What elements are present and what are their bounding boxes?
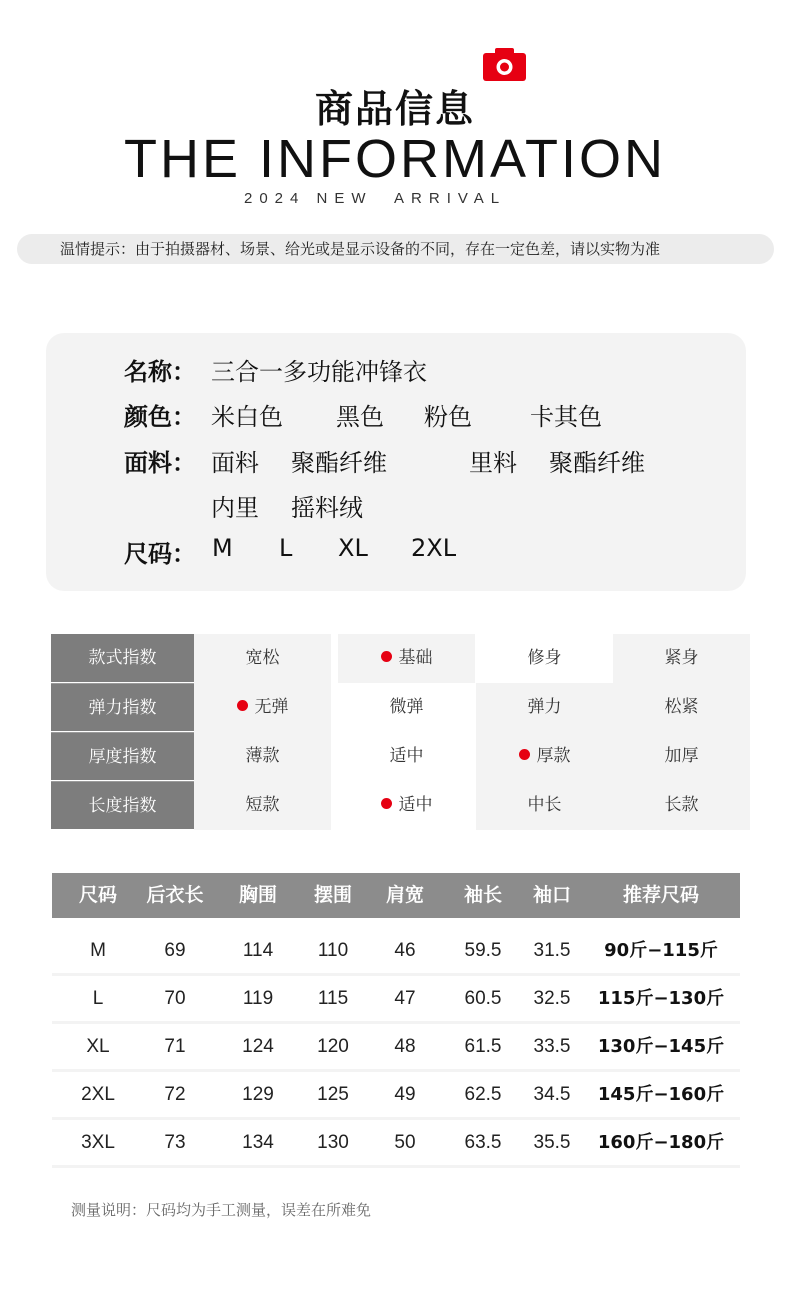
- color-option: 卡其色: [530, 403, 602, 431]
- size-table-cell: 2XL: [81, 1084, 115, 1105]
- size-option: XL: [338, 534, 368, 562]
- recommended-size-cell: 160斤−180斤: [597, 1132, 725, 1153]
- index-option: [338, 634, 475, 683]
- index-row-label: 厚度指数: [51, 732, 194, 780]
- size-table-cell: 114: [242, 940, 274, 961]
- index-option-label: 适中: [389, 746, 424, 766]
- size-table-cell: 48: [394, 1036, 416, 1057]
- index-option-label: 薄款: [245, 746, 280, 766]
- size-table-row: [52, 1024, 740, 1072]
- size-table-column-header: 袖口: [532, 884, 572, 906]
- index-option-label: 微弹: [389, 697, 424, 717]
- index-option: [613, 683, 750, 732]
- size-table-cell: 70: [164, 988, 186, 1009]
- size-table-column-header: 尺码: [78, 884, 118, 906]
- fabric-item: 聚酯纤维: [291, 449, 387, 477]
- recommended-size-cell: 130斤−145斤: [597, 1036, 725, 1057]
- size-table-cell: 61.5: [464, 1036, 502, 1057]
- index-option-label: 修身: [527, 648, 562, 668]
- index-option: [194, 781, 331, 830]
- index-row-label: 长度指数: [51, 781, 194, 829]
- index-option: [476, 634, 613, 683]
- size-table-cell: 33.5: [533, 1036, 571, 1057]
- index-option-label: 加厚: [664, 746, 699, 766]
- index-option: [613, 781, 750, 830]
- index-option: [338, 732, 475, 781]
- size-table-cell: 115: [317, 988, 349, 1009]
- size-table-row: [52, 976, 740, 1024]
- index-row: [51, 781, 744, 830]
- size-table-cell: 73: [164, 1132, 186, 1153]
- name-value: 三合一多功能冲锋衣: [211, 358, 427, 386]
- size-table-cell: 49: [394, 1084, 416, 1105]
- index-row-label: 款式指数: [51, 634, 194, 682]
- fabric-item: 面料: [211, 449, 259, 477]
- name-label: 名称：: [124, 358, 196, 386]
- index-option: [194, 634, 331, 683]
- index-option-label: 无弹: [254, 697, 289, 717]
- row-divider: [52, 1165, 740, 1168]
- size-table-cell: 60.5: [464, 988, 502, 1009]
- recommended-size-cell: 115斤−130斤: [597, 988, 725, 1009]
- color-option: 黑色: [336, 403, 384, 431]
- fabric-label: 面料：: [124, 449, 196, 477]
- index-option: [476, 683, 613, 732]
- size-table-cell: 69: [164, 940, 186, 961]
- index-option: [194, 732, 331, 781]
- selected-dot-icon: [381, 651, 392, 662]
- size-table-cell: 62.5: [464, 1084, 502, 1105]
- size-table-column-header: 推荐尺码: [622, 884, 700, 906]
- notice-banner: 温情提示：由于拍摄器材、场景、给光或是显示设备的不同，存在一定色差，请以实物为准: [17, 234, 774, 264]
- index-option: [476, 732, 613, 781]
- size-table-column-header: 摆围: [313, 884, 353, 906]
- camera-icon: [483, 47, 526, 81]
- index-option-label: 适中: [398, 795, 433, 815]
- size-table-cell: XL: [86, 1036, 110, 1057]
- size-table-cell: 47: [394, 988, 416, 1009]
- size-table-cell: 120: [317, 1036, 349, 1057]
- size-table-column-header: 肩宽: [385, 884, 425, 906]
- size-option: M: [212, 534, 233, 562]
- index-row-label: 弹力指数: [51, 683, 194, 731]
- size-table-cell: 71: [164, 1036, 186, 1057]
- index-table: [51, 634, 744, 830]
- size-table-cell: 50: [394, 1132, 416, 1153]
- size-table-cell: 129: [242, 1084, 274, 1105]
- index-row: [51, 732, 744, 781]
- index-option-label: 松紧: [664, 697, 699, 717]
- index-option: [338, 781, 475, 830]
- fabric-item: 聚酯纤维: [549, 449, 645, 477]
- page-subtitle: 2024 NEW ARRIVAL: [244, 190, 507, 207]
- index-option-label: 长款: [664, 795, 699, 815]
- size-table-cell: 110: [317, 940, 349, 961]
- size-table-cell: M: [90, 940, 106, 961]
- recommended-size-cell: 90斤−115斤: [604, 940, 718, 961]
- size-table-cell: 35.5: [533, 1132, 571, 1153]
- size-table-column-header: 后衣长: [146, 884, 204, 906]
- size-table-cell: 31.5: [533, 940, 571, 961]
- recommended-size-cell: 145斤−160斤: [597, 1084, 725, 1105]
- index-option: [194, 683, 331, 732]
- color-option: 粉色: [424, 403, 472, 431]
- index-option-label: 基础: [398, 648, 433, 668]
- index-option-label: 中长: [527, 795, 562, 815]
- index-option-label: 厚款: [536, 746, 571, 766]
- index-row: [51, 634, 744, 683]
- page-title: 商品信息: [314, 87, 475, 131]
- size-table-cell: 130: [317, 1132, 349, 1153]
- size-table-column-header: 胸围: [238, 884, 278, 906]
- index-row: [51, 683, 744, 732]
- size-table-cell: 134: [242, 1132, 274, 1153]
- selected-dot-icon: [519, 749, 530, 760]
- size-table-cell: L: [92, 988, 104, 1009]
- color-label: 颜色：: [124, 403, 196, 431]
- size-table-cell: 125: [317, 1084, 349, 1105]
- lining-item: 内里: [211, 494, 259, 522]
- index-option-label: 弹力: [527, 697, 562, 717]
- index-option: [338, 683, 475, 732]
- size-table-row: [52, 928, 740, 976]
- size-table-cell: 34.5: [533, 1084, 571, 1105]
- size-table-cell: 63.5: [464, 1132, 502, 1153]
- size-table-column-header: 袖长: [463, 884, 503, 906]
- size-table-cell: 72: [164, 1084, 186, 1105]
- size-table-cell: 32.5: [533, 988, 571, 1009]
- size-option: 2XL: [411, 534, 457, 562]
- lining-item: 摇料绒: [291, 494, 363, 522]
- size-table-cell: 119: [242, 988, 274, 1009]
- size-table-header: [52, 873, 740, 918]
- size-option: L: [279, 534, 293, 562]
- index-option: [476, 781, 613, 830]
- color-option: 米白色: [211, 403, 283, 431]
- size-label: 尺码：: [124, 540, 196, 568]
- size-table-row: [52, 1120, 740, 1168]
- index-option-label: 宽松: [245, 648, 280, 668]
- size-table-cell: 59.5: [464, 940, 502, 961]
- index-option: [613, 732, 750, 781]
- index-option: [613, 634, 750, 683]
- size-table-cell: 46: [394, 940, 416, 961]
- size-table-cell: 3XL: [81, 1132, 115, 1153]
- fabric-item: 里料: [469, 449, 517, 477]
- selected-dot-icon: [237, 700, 248, 711]
- measurement-note: 测量说明：尺码均为手工测量，误差在所难免: [71, 1201, 372, 1219]
- size-table-row: [52, 1072, 740, 1120]
- index-option-label: 紧身: [664, 648, 699, 668]
- selected-dot-icon: [381, 798, 392, 809]
- index-option-label: 短款: [245, 795, 280, 815]
- page-title-english: THE INFORMATION: [124, 129, 666, 189]
- size-table-cell: 124: [242, 1036, 274, 1057]
